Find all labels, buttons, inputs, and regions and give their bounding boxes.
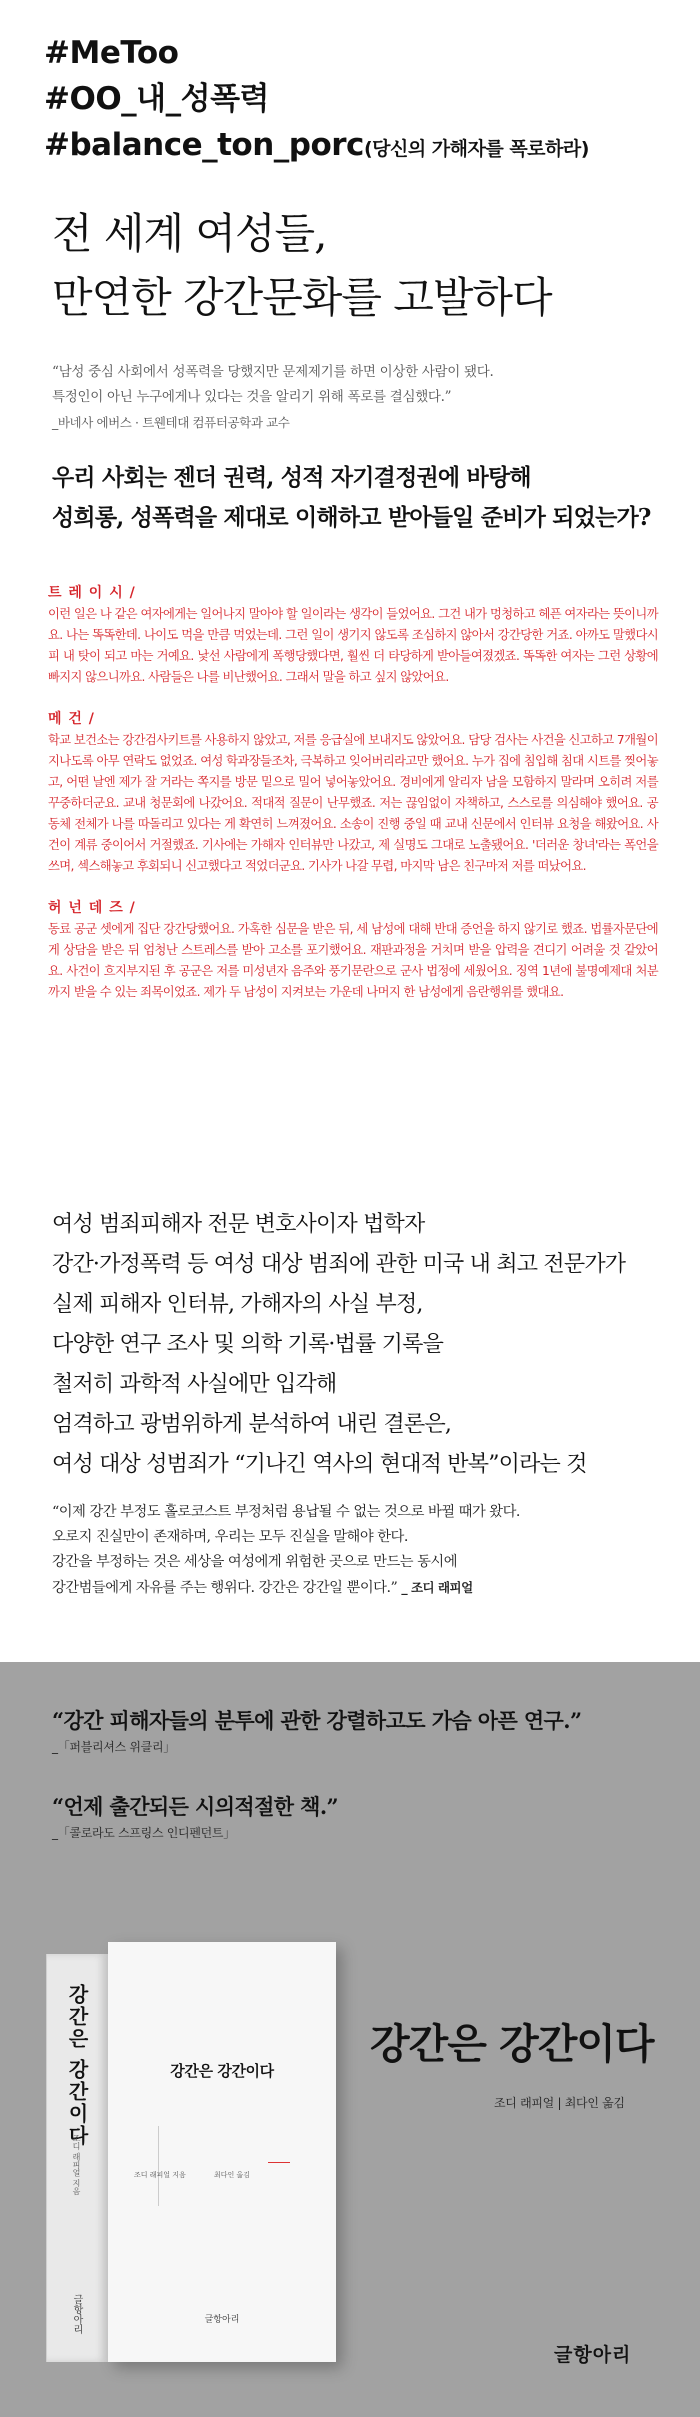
headline-line: 전 세계 여성들, <box>52 209 327 258</box>
book-spine <box>46 1954 108 2362</box>
author-quote-author: _ 조디 래피얼 <box>401 1580 473 1595</box>
testimonial-text: 동료 공군 셋에게 집단 강간당했어요. 가혹한 심문을 받은 뒤, 세 남성에 대해 반대 증언을 하지 않기로 했죠. 법률자문단에게 상담을 받은 뒤 엄청난 스트레스를 받아 고소를 포기했어요. 재판과정을 거치며 받을 압력을 견디기 어려울 것 같았어요. 사건이 흐지부지된 후 공군은 저를 미성년자 음주와 풍기문란으로 군사 법정에 세웠어요. 징역 1년에 불명예제대 처분까지 받을 수 있는 죄목이었죠. 제가 두 남성이 지켜보는 가운데 나머지 한 남성에게 음란행위를 했대요. <box>48 922 658 999</box>
testimonial <box>48 582 658 688</box>
author-quote <box>52 1500 520 1601</box>
testimonial-text: 학교 보건소는 강간검사키트를 사용하지 않았고, 저를 응급실에 보내지도 않았어요. 담당 검사는 사건을 신고하고 7개월이 지나도록 아무 연락도 없었죠. 여성 학과장들조차, 극복하고 잊어버리라고만 했어요. 누가 집에 침입해 침대 시트를 찢어놓고, 어떤 날엔 제가 잘 거라는 쪽지를 방문 밑으로 밀어 넣어놓았어요. 경비에게 알리자 남을 모함하지 말라며 오히려 저를 꾸중하더군요. 교내 청문회에 나갔어요. 적대적 질문이 난무했죠. 저는 끊임없이 자책하고, 스스로를 의심해야 했어요. 공동체 전체가 나를 따돌리고 있다는 게 확연히 느껴졌어요. 소송이 진행 중일 때 교내 신문에서 인터뷰 요청을 해왔어요. 사건이 계류 중이어서 거절했죠. 기사에는 가해자 인터뷰만 나갔고, 제 실명도 그대로 노출됐어요. '더러운 창녀'라는 폭언을 쓰며, 섹스해놓고 후회되니 신고했다고 적었더군요. 기사가 나갈 무렵, 마지막 남은 친구마저 저를 떠났어요. <box>48 733 658 873</box>
hashtag-balance-ton-porc: #balance_ton_porc(당신의 가해자를 폭로하라) <box>44 127 589 163</box>
testimonial-list <box>48 582 658 1023</box>
author-quote-line: 강간을 부정하는 것은 세상을 여성에게 위험한 곳으로 만드는 동시에 <box>52 1554 458 1570</box>
author-quote-line: 오로지 진실만이 존재하며, 우리는 모두 진실을 말해야 한다. <box>52 1529 408 1545</box>
intro-quote-author: _바네사 에버스 · 트웬테대 컴퓨터공학과 교수 <box>52 415 290 430</box>
book-cover-accent <box>268 2162 290 2163</box>
book-summary <box>52 1205 625 1485</box>
intro-quote <box>52 360 662 435</box>
key-question-line: 성희롱, 성폭력을 제대로 이해하고 받아들일 준비가 되었는가? <box>52 504 651 531</box>
testimonial <box>48 897 658 1003</box>
testimonial <box>48 708 658 877</box>
summary-line: 여성 대상 성범죄가 “기나긴 역사의 현대적 반복”이라는 것 <box>52 1452 587 1477</box>
review <box>52 1706 581 1758</box>
author-quote-line: 강간범들에게 자유를 주는 행위다. 강간은 강간일 뿐이다.” _ 조디 래피얼 <box>52 1580 473 1596</box>
book-front-credits <box>134 2170 276 2180</box>
review-source: _「퍼블리셔스 위클리」 <box>52 1740 175 1754</box>
hashtag-metoo: #MeToo <box>44 35 179 71</box>
summary-line: 여성 범죄피해자 전문 변호사이자 법학자 <box>52 1212 425 1237</box>
summary-line: 철저히 과학적 사실에만 입각해 <box>52 1372 337 1397</box>
summary-line: 강간·가정폭력 등 여성 대상 범죄에 관한 미국 내 최고 전문가가 <box>52 1252 626 1277</box>
book-spine-title: 강간은 강간이다 <box>65 1984 89 2147</box>
review-source: _「콜로라도 스프링스 인디펜던트」 <box>52 1826 235 1840</box>
headline-line: 만연한 강간문화를 고발하다 <box>52 273 552 322</box>
book-cover-image <box>46 1942 336 2362</box>
summary-line: 실제 피해자 인터뷰, 가해자의 사실 부정, <box>52 1292 423 1317</box>
hashtag-korean: #OO_내_성폭력 <box>44 81 269 117</box>
book-byline: 조디 래피얼 | 최다인 옮김 <box>494 2096 625 2110</box>
testimonial-name: 트 레 이 시 / <box>48 585 136 601</box>
book-front <box>108 1942 336 2362</box>
review-text: “언제 출간되든 시의적절한 책.” <box>52 1794 339 1819</box>
intro-quote-line: “남성 중심 사회에서 성폭력을 당했지만 문제제기를 하면 이상한 사람이 됐다. <box>52 364 494 380</box>
book-spine-publisher: 글항아리 <box>71 2294 82 2334</box>
book-front-title: 강간은 강간이다 <box>170 2062 274 2080</box>
publisher-logo: 글항아리 <box>554 2344 632 2366</box>
book-front-publisher: 글항아리 <box>204 2315 240 2325</box>
hashtag-subtitle: (당신의 가해자를 폭로하라) <box>363 138 589 160</box>
review-text: “강간 피해자들의 분투에 관한 강렬하고도 가슴 아픈 연구.” <box>52 1708 582 1733</box>
summary-line: 다양한 연구 조사 및 의학 기록·법률 기록을 <box>52 1332 444 1357</box>
testimonial-name: 메 건 / <box>48 711 95 727</box>
testimonial-name: 허 넌 데 즈 / <box>48 900 136 916</box>
hashtag-list <box>44 30 589 172</box>
key-question-line: 우리 사회는 젠더 권력, 성적 자기결정권에 바탕해 <box>52 464 531 491</box>
review <box>52 1792 338 1844</box>
testimonial-text: 이런 일은 나 같은 여자에게는 일어나지 말아야 할 일이라는 생각이 들었어요. 그건 내가 멍청하고 헤픈 여자라는 뜻이니까요. 나는 똑똑한데. 나이도 먹을 만큼 먹었는데. 그런 일이 생기지 않도록 조심하지 않아서 강간당한 거죠. 아까도 말했다시피 내 탓이 되고 마는 거예요. 낯선 사람에게 폭행당했다면, 훨씬 더 타당하게 받아들여졌겠죠. 똑똑한 여자는 그런 상황에 빠지지 않으니까요. 사람들은 나를 비난했어요. 그래서 말을 하고 싶지 않았어요. <box>48 607 658 684</box>
book-spine-author: 조디 래피얼 지음 <box>72 2134 81 2196</box>
book-title: 강간은 강간이다 <box>370 2020 654 2068</box>
book-front-translator: 최다인 옮김 <box>214 2171 251 2179</box>
key-question <box>52 458 651 538</box>
author-quote-line: “이제 강간 부정도 홀로코스트 부정처럼 용납될 수 없는 것으로 바뀔 때가 왔다. <box>52 1504 520 1520</box>
summary-line: 엄격하고 광범위하게 분석하여 내린 결론은, <box>52 1412 452 1437</box>
intro-quote-line: 특정인이 아닌 누구에게나 있다는 것을 알리기 위해 폭로를 결심했다.” <box>52 389 452 405</box>
headline <box>52 202 552 330</box>
book-cover-rule <box>158 2126 159 2206</box>
book-front-author: 조디 래피얼 지음 <box>134 2171 186 2179</box>
